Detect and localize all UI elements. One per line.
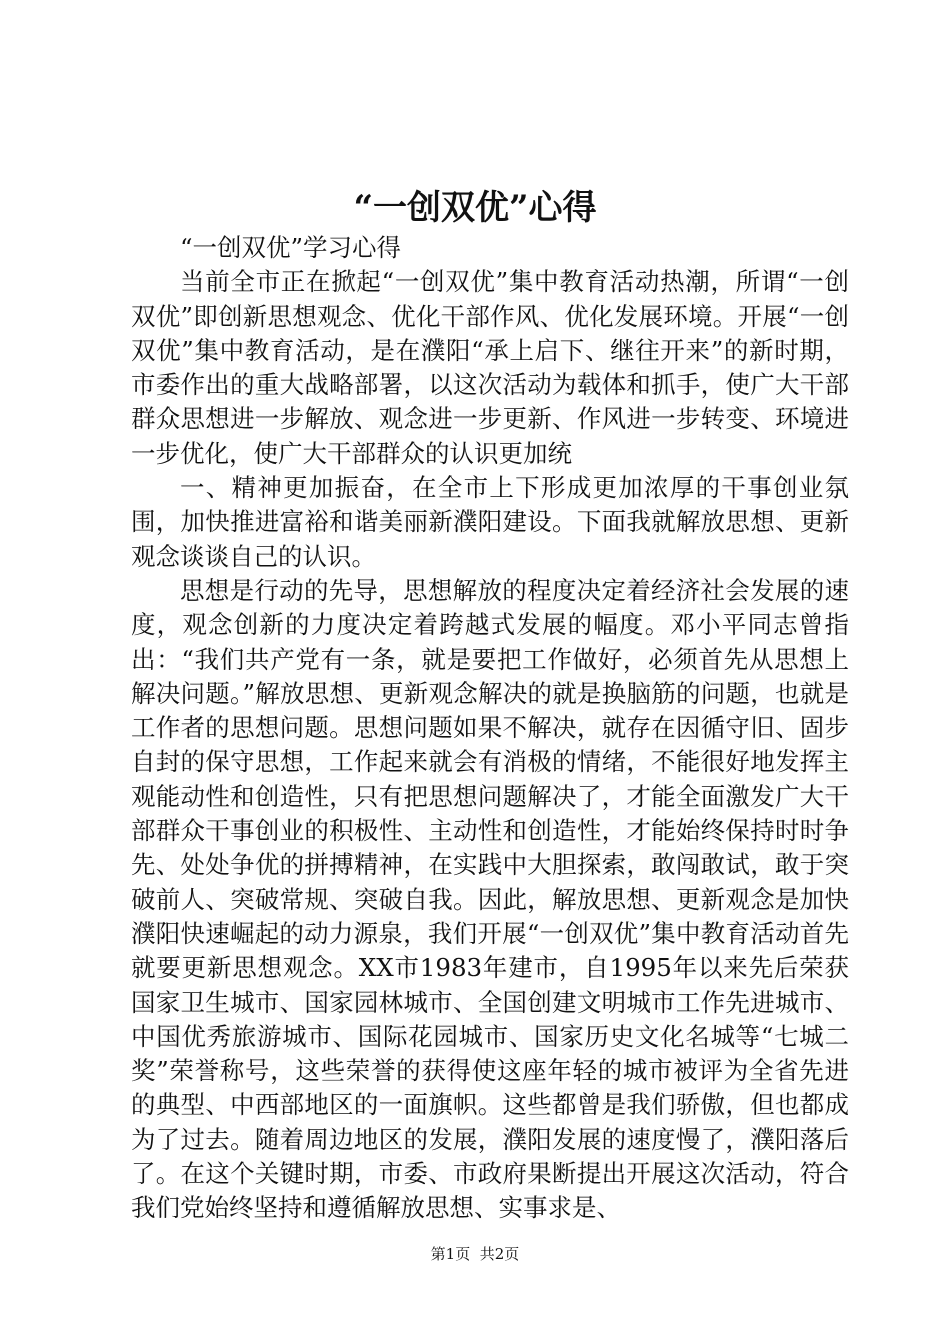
document-title: “一创双优”心得 — [353, 188, 597, 228]
paragraph-section-one: 一、精神更加振奋，在全市上下形成更加浓厚的干事创业氛围，加快推进富裕和谐美丽新濮阳建设。下面我就解放思想、更新观念谈谈自己的认识。 — [131, 473, 849, 571]
document-body — [131, 231, 849, 1226]
page-footer — [0, 1243, 950, 1265]
paragraph-intro: 当前全市正在掀起“一创双优”集中教育活动热潮，所谓“一创双优”即创新思想观念、优化干部作风、优化发展环境。开展“一创双优”集中教育活动，是在濮阳“承上启下、继往开来”的新时期，市委作出的重大战略部署，以这次活动为载体和抓手，使广大干部群众思想进一步解放、观念进一步更新、作风进一步转变、环境进一步优化，使广大干部群众的认识更加统 — [131, 267, 849, 468]
paragraph-thought-leadership: 思想是行动的先导，思想解放的程度决定着经济社会发展的速度，观念创新的力度决定着跨越式发展的幅度。邓小平同志曾指出：“我们共产党有一条，就是要把工作做好，必须首先从思想上解决问题。”解放思想、更新观念解决的就是换脑筋的问题，也就是工作者的思想问题。思想问题如果不解决，就存在因循守旧、固步自封的保守思想，工作起来就会有消极的情绪，不能很好地发挥主观能动性和创造性，只有把思想问题解决了，才能全面激发广大干部群众干事创业的积极性、主动性和创造性，才能始终保持时时争先、处处争优的拼搏精神，在实践中大胆探索，敢闯敢试，敢于突破前人、突破常规、突破自我。因此，解放思想、更新观念是加快濮阳快速崛起的动力源泉，我们开展“一创双优”集中教育活动首先就要更新思想观念。XX市1983年建市，自1995年以来先后荣获国家卫生城市、国家园林城市、全国创建文明城市工作先进城市、中国优秀旅游城市、国际花园城市、国家历史文化名城等“七城二奖”荣誉称号，这些荣誉的获得使这座年轻的城市被评为全省先进的典型、中西部地区的一面旗帜。这些都曾是我们骄傲，但也都成为了过去。随着周边地区的发展，濮阳发展的速度慢了，濮阳落后了。在这个关键时期，市委、市政府果断提出开展这次活动，符合我们党始终坚持和遵循解放思想、实事求是、 — [131, 575, 849, 1223]
page-total: 共2页 — [479, 1245, 520, 1263]
paragraph-subtitle: “一创双优”学习心得 — [180, 233, 402, 262]
page-number: 第1页 — [430, 1245, 471, 1263]
